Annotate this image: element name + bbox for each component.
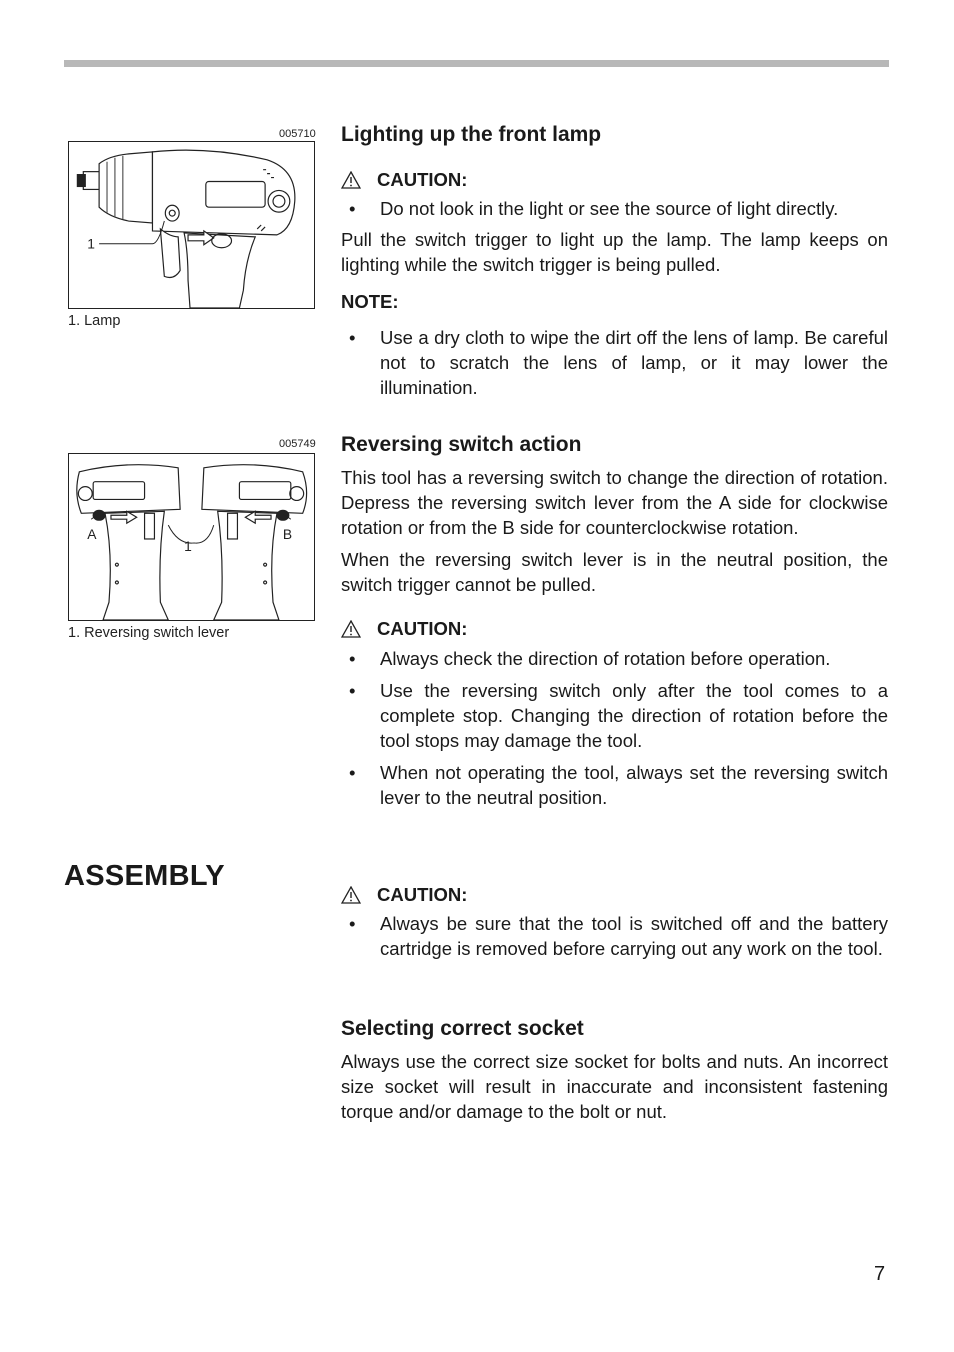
list-item: • Always be sure that the tool is switched off and the battery cartridge is removed before carrying out any work on the tool. (341, 911, 888, 961)
note-list (341, 325, 888, 400)
header-rule (64, 60, 889, 67)
figure-caption: 1. Lamp (68, 313, 121, 329)
reversing-switch-illustration (69, 454, 314, 620)
warning-triangle-icon (341, 620, 361, 638)
label-a: A (87, 525, 97, 542)
paragraph: Pull the switch trigger to light up the lamp. The lamp keeps on lighting while the switch trigger is being pulled. (341, 229, 888, 275)
caution-heading (341, 167, 888, 192)
figure-callout: 1 (87, 235, 95, 252)
warning-triangle-icon (341, 171, 361, 189)
section-heading: Reversing switch action (341, 433, 582, 456)
caution-label: CAUTION: (377, 169, 468, 190)
chapter-heading: ASSEMBLY (64, 860, 225, 892)
caution-label: CAUTION: (377, 884, 468, 905)
warning-triangle-icon (341, 886, 361, 904)
figure-callout: 1 (184, 537, 192, 554)
section-heading: Selecting correct socket (341, 1017, 584, 1040)
paragraph: Always use the correct size socket for bolts and nuts. An incorrect size socket will result in inaccurate and inconsistent fastening torque and/or damage to the bolt or nut. (341, 1051, 888, 1122)
list-item: • When not operating the tool, always set the reversing switch lever to the neutral position. (341, 760, 888, 810)
figure-caption: 1. Reversing switch lever (68, 625, 230, 641)
assembly-caution (341, 882, 888, 961)
impact-driver-lamp-illustration (69, 142, 314, 308)
list-item: • Always check the direction of rotation before operation. (341, 646, 888, 671)
section-reversing-switch (341, 432, 888, 810)
paragraph: This tool has a reversing switch to change the direction of rotation. Depress the reversing switch lever from the A side for clockwise rotation or from the B side for counterclockwise rotation. (341, 467, 888, 538)
caution-heading (341, 616, 888, 641)
section-lighting-lamp (341, 122, 888, 400)
list-item: • Use the reversing switch only after the tool comes to a complete stop. Changing the direction of rotation before the tool stops may damage the tool. (341, 678, 888, 753)
caution-list (341, 646, 888, 810)
note-label: NOTE: (341, 291, 399, 312)
list-item: • Use a dry cloth to wipe the dirt off the lens of lamp. Be careful not to scratch the lens of lamp, or it may lower the illumination. (341, 325, 888, 400)
caution-list (341, 196, 888, 221)
list-item: • Do not look in the light or see the source of light directly. (341, 196, 888, 221)
figure-code: 005710 (279, 128, 316, 140)
label-b: B (282, 525, 293, 542)
caution-list (341, 911, 888, 961)
section-selecting-socket (341, 1016, 888, 1124)
section-heading: Lighting up the front lamp (341, 123, 602, 146)
figure-code: 005749 (279, 438, 316, 450)
page-number: 7 (874, 1263, 886, 1285)
caution-heading (341, 882, 888, 907)
caution-label: CAUTION: (377, 618, 468, 639)
figure-reversing-switch (68, 453, 315, 621)
figure-lamp (68, 141, 315, 309)
paragraph: When the reversing switch lever is in the neutral position, the switch trigger cannot be pulled. (341, 549, 888, 595)
